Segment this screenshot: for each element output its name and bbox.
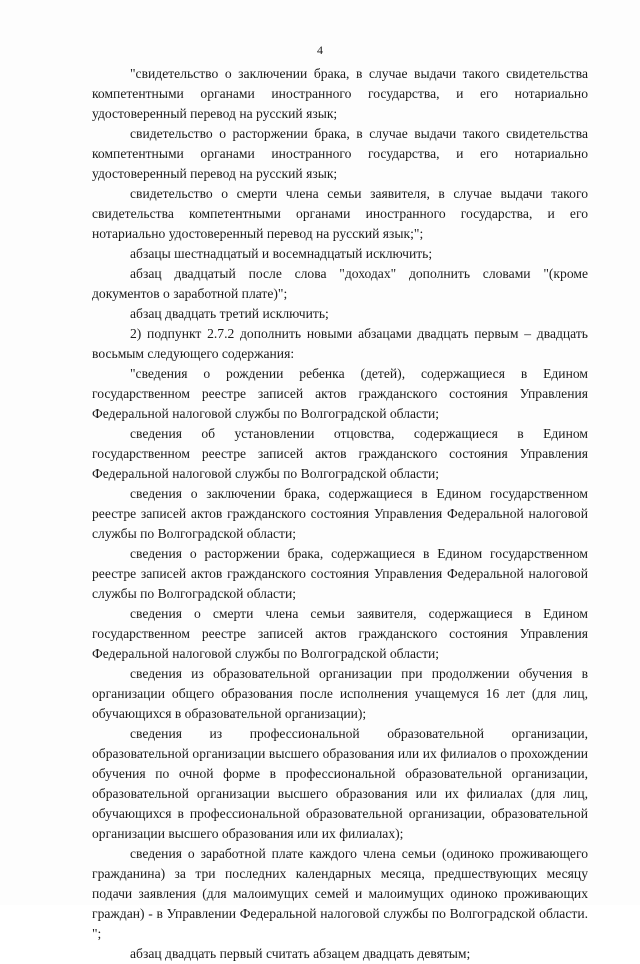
paragraph: сведения о смерти члена семьи заявителя, содержащиеся в Едином государственном реестре записей актов гражданского состояния Управления Федеральной налоговой службы по Волгоградской области; xyxy=(92,606,588,661)
paragraph: 2) подпункт 2.7.2 дополнить новыми абзацами двадцать первым – двадцать восьмым следующего содержания: xyxy=(92,326,588,361)
paragraph: сведения о заработной плате каждого члена семьи (одиноко проживающего гражданина) за три последних календарных месяца, предшествующих месяцу подачи заявления (для малоимущих семей и малоимущих одиноко проживающих граждан) - в Управлении Федеральной налоговой службы по Волгоградской области. "; xyxy=(92,846,588,941)
paragraph: "свидетельство о заключении брака, в случае выдачи такого свидетельства компетентными органами иностранного государства, и его нотариально удостоверенный перевод на русский язык; xyxy=(92,66,588,121)
paragraph: сведения о расторжении брака, содержащиеся в Едином государственном реестре записей актов гражданского состояния Управления Федеральной налоговой службы по Волгоградской области; xyxy=(92,546,588,601)
paragraph: свидетельство о расторжении брака, в случае выдачи такого свидетельства компетентными органами иностранного государства, и его нотариально удостоверенный перевод на русский язык; xyxy=(92,126,588,181)
paragraph: сведения о заключении брака, содержащиеся в Едином государственном реестре записей актов гражданского состояния Управления Федеральной налоговой службы по Волгоградской области; xyxy=(92,486,588,541)
paragraph: абзац двадцать третий исключить; xyxy=(130,306,329,321)
paragraph: сведения из образовательной организации при продолжении обучения в организации общего образования после исполнения учащемуся 16 лет (для лиц, обучающихся в образовательной организации); xyxy=(92,666,588,721)
paragraph: абзацы шестнадцатый и восемнадцатый исключить; xyxy=(130,246,433,261)
paragraph: сведения об установлении отцовства, содержащиеся в Едином государственном реестре записей актов гражданского состояния Управления Федеральной налоговой службы по Волгоградской области; xyxy=(92,426,588,481)
paragraph: абзац двадцатый после слова "доходах" дополнить словами "(кроме документов о заработной плате)"; xyxy=(92,266,588,301)
paragraph: сведения из профессиональной образовательной организации, образовательной организации высшего образования или их филиалов о прохождении обучения по очной форме в профессиональной образовательной организации, образовательной организации высшего образования или их филиалах (для лиц, обучающихся в профессиональной образовательной организации, образовательной организации высшего образования или их филиалах); xyxy=(92,726,588,841)
page-number: 4 xyxy=(317,43,323,57)
paragraph: "сведения о рождении ребенка (детей), содержащиеся в Едином государственном реестре записей актов гражданского состояния Управления Федеральной налоговой службы по Волгоградской области; xyxy=(92,366,588,421)
paragraph: абзац двадцать первый считать абзацем двадцать девятым; xyxy=(130,946,471,961)
paragraph: свидетельство о смерти члена семьи заявителя, в случае выдачи такого свидетельства компетентными органами иностранного государства, и его нотариально удостоверенный перевод на русский язык;"; xyxy=(92,186,588,241)
document-body xyxy=(92,64,588,964)
